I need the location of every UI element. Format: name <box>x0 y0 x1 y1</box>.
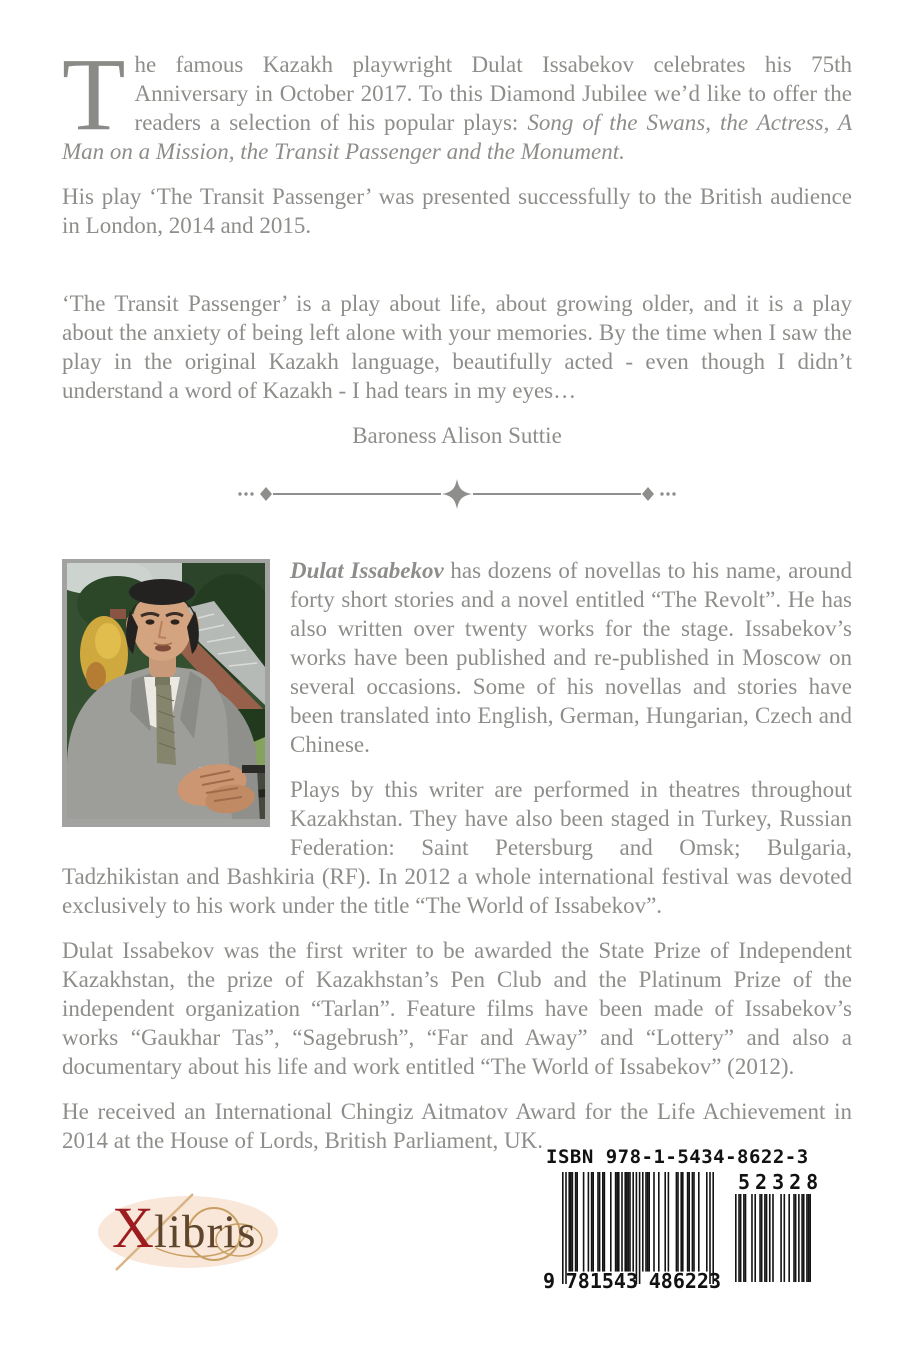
ean13-digit-lead: 9 <box>543 1269 556 1293</box>
publisher-name <box>112 1194 257 1261</box>
ean13-digits <box>543 1271 721 1291</box>
publisher-name-rest: libris <box>153 1206 257 1258</box>
ean13-digit-group-right: 486223 <box>648 1269 721 1293</box>
isbn-number: ISBN 978-1-5434-8622-3 <box>546 1146 809 1168</box>
drop-cap: T <box>62 37 126 152</box>
ornament-divider <box>62 478 852 510</box>
bio-paragraph-1-text: has dozens of novellas to his name, around forty short stories and a novel entitled “The Revolt”. He has also written over twenty works for the stage. Issabekov’s works have been published and re-published in Moscow on several occasions. Some of his novellas and stories have been translated into English, German, Hungarian, Czech and Chinese. <box>290 558 852 757</box>
publisher-logo <box>96 1192 282 1272</box>
bio-section <box>62 556 852 1155</box>
ean13-digit-group-left: 781543 <box>565 1269 639 1293</box>
publisher-name-initial: X <box>112 1195 154 1260</box>
bio-paragraph-3: Dulat Issabekov was the first writer to be awarded the State Prize of Independent Kazakhstan, the prize of Kazakhstan’s Pen Club and the Platinum Prize of the independent organization “Tarlan”. Feature films have been made of Issabekov’s works “Gaukhar Tas”, “Sagebrush”, “Far and Away” and “Lottery” and also a documentary about his life and work entitled “The World of Issabekov” (2012). <box>62 938 852 1079</box>
ean5-supplement-barcode <box>735 1172 823 1282</box>
diamond-ornament-icon <box>237 478 677 510</box>
supplement-number: 52328 <box>738 1170 824 1194</box>
intro-plays-list: Song of the Swans, the Actress, A Man on a Mission, the Transit Passenger and the Monument. <box>62 110 853 164</box>
isbn-barcode-block <box>543 1146 824 1293</box>
ean5-bars <box>735 1194 811 1282</box>
quote-paragraph: ‘The Transit Passenger’ is a play about life, about growing older, and it is a play about the anxiety of being left alone with your memories. By the time when I saw the play in the original Kazakh language, beautifully acted - even though I didn’t understand a word of Kazakh - I had tears in my eyes… <box>62 291 852 403</box>
barcode-bars-row <box>543 1170 824 1293</box>
bio-paragraph-4: He received an International Chingiz Aitmatov Award for the Life Achievement in 2014 at the House of Lords, British Parliament, UK. <box>62 1099 852 1153</box>
intro-text: he famous Kazakh playwright Dulat Issabekov celebrates his 75th Anniversary in October 2017. To this Diamond Jubilee we’d like to offer the readers a selection of his popular plays: <box>134 52 852 135</box>
back-cover-text-column <box>62 37 853 1171</box>
london-paragraph: His play ‘The Transit Passenger’ was presented successfully to the British audience in London, 2014 and 2015. <box>62 184 852 238</box>
ean13-bars <box>562 1172 714 1284</box>
bio-paragraph-2: Plays by this writer are performed in theatres throughout Kazakhstan. They have also been staged in Turkey, Russian Federation: Saint Petersburg and Omsk; Bulgaria, Tadzhikistan and Bashkiria (RF). In 2012 a whole international festival was devoted exclusively to his work under the title “The World of Issabekov”. <box>62 777 852 918</box>
intro-paragraph <box>62 37 853 166</box>
quote-attribution: Baroness Alison Suttie <box>352 423 562 448</box>
author-photo <box>62 559 270 827</box>
ean13-barcode <box>543 1172 721 1293</box>
author-name: Dulat Issabekov <box>290 558 444 583</box>
